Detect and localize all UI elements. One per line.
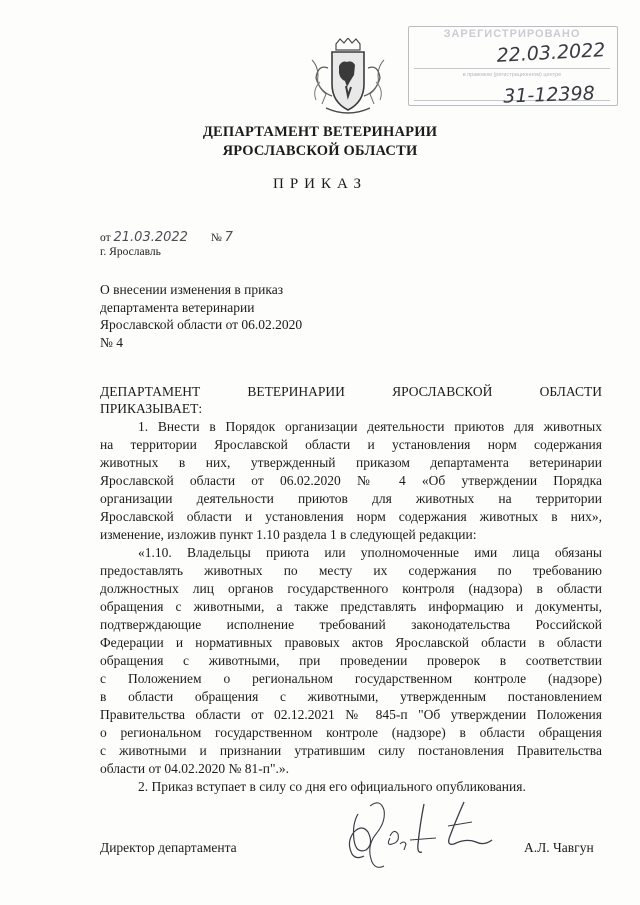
body-line: подтверждающие исполнение требований законодательства Российской — [100, 617, 602, 632]
subject-line: департамента ветеринарии — [100, 299, 255, 315]
order-subject — [100, 281, 400, 351]
org-name-line2: ЯРОСЛАВСКОЙ ОБЛАСТИ — [222, 143, 418, 159]
handwritten-signature — [330, 796, 500, 876]
body-line: с животными и признании утратившим силу постановления Правительства — [100, 743, 602, 758]
order-number: 7 — [224, 230, 233, 245]
body-line: изменение, изложив пункт 1.10 раздела 1 в следующей редакции: — [100, 527, 477, 542]
stamp-date: 22.03.2022 — [496, 39, 606, 67]
body-line: Ярославской области от 06.02.2020 № 4 «Об утверждении Порядка — [100, 473, 602, 488]
registration-stamp — [408, 26, 618, 124]
city: г. Ярославль — [100, 246, 161, 258]
coat-of-arms-emblem — [306, 38, 390, 116]
subject-line: О внесении изменения в приказ — [100, 282, 284, 297]
stamp-subtitle: в правовом (регистрационном) центре — [462, 72, 562, 78]
order-date: 21.03.2022 — [113, 230, 188, 245]
body-line: обращения с животными, при проведении проверок в соответствии — [100, 653, 602, 668]
body-line: организации деятельности приютов для животных на территории — [100, 491, 602, 506]
body-line: Ярославской области и установления норм содержания животных в них», — [100, 509, 602, 524]
body-line: ПРИКАЗЫВАЕТ: — [100, 401, 203, 416]
subject-line: Ярославской области от 06.02.2020 — [100, 317, 303, 332]
date-prefix: от — [100, 232, 111, 244]
signatory-position: Директор департамента — [100, 840, 237, 855]
body-line: в области обращения с животными, утвержденным постановлением — [100, 689, 602, 704]
body-line: «1.10. Владельцы приюта или уполномоченные ими лица обязаны — [138, 545, 602, 560]
body-line: 2. Приказ вступает в силу со дня его официального опубликования. — [138, 779, 526, 794]
body-line: Правительства области от 02.12.2021 № 845-п "Об утверждении Положения — [100, 707, 602, 722]
subject-line: № 4 — [100, 334, 124, 350]
body-line: на территории Ярославской области и установления норм содержания — [100, 437, 602, 452]
body-line: с Положением о региональном государственном контроле (надзоре) — [100, 671, 602, 686]
body-line: предоставлять животных по месту их содержания по требованию — [100, 563, 602, 578]
body-line: Федерации и нормативных правовых актов Ярославской области в области — [100, 635, 602, 650]
stamp-header: ЗАРЕГИСТРИРОВАНО — [443, 28, 581, 40]
number-prefix: № — [210, 232, 222, 244]
stamp-number: 31-12398 — [502, 82, 596, 108]
document-type: ПРИКАЗ — [273, 176, 367, 192]
body-line: обращения с животными, а также представлять информацию и документы, — [100, 599, 602, 614]
stamp-date-line — [414, 68, 610, 69]
body-line: о региональном государственном контроле (надзоре) в области обращения — [100, 725, 602, 740]
org-name-line1: ДЕПАРТАМЕНТ ВЕТЕРИНАРИИ — [202, 124, 438, 140]
body-line: области от 04.02.2020 № 81-п".». — [100, 761, 289, 776]
order-date-number — [100, 230, 233, 245]
body-line: животных в них, утвержденный приказом департамента ветеринарии — [100, 455, 602, 470]
signatory-name: А.Л. Чавгун — [524, 840, 594, 855]
body-line: ДЕПАРТАМЕНТ ВЕТЕРИНАРИИ ЯРОСЛАВСКОЙ ОБЛАСТИ — [100, 384, 602, 399]
body-line: 1. Внести в Порядок организации деятельности приютов для животных — [138, 419, 602, 434]
body-line: должностных лиц органов государственного контроля (надзора) в области — [100, 581, 602, 596]
